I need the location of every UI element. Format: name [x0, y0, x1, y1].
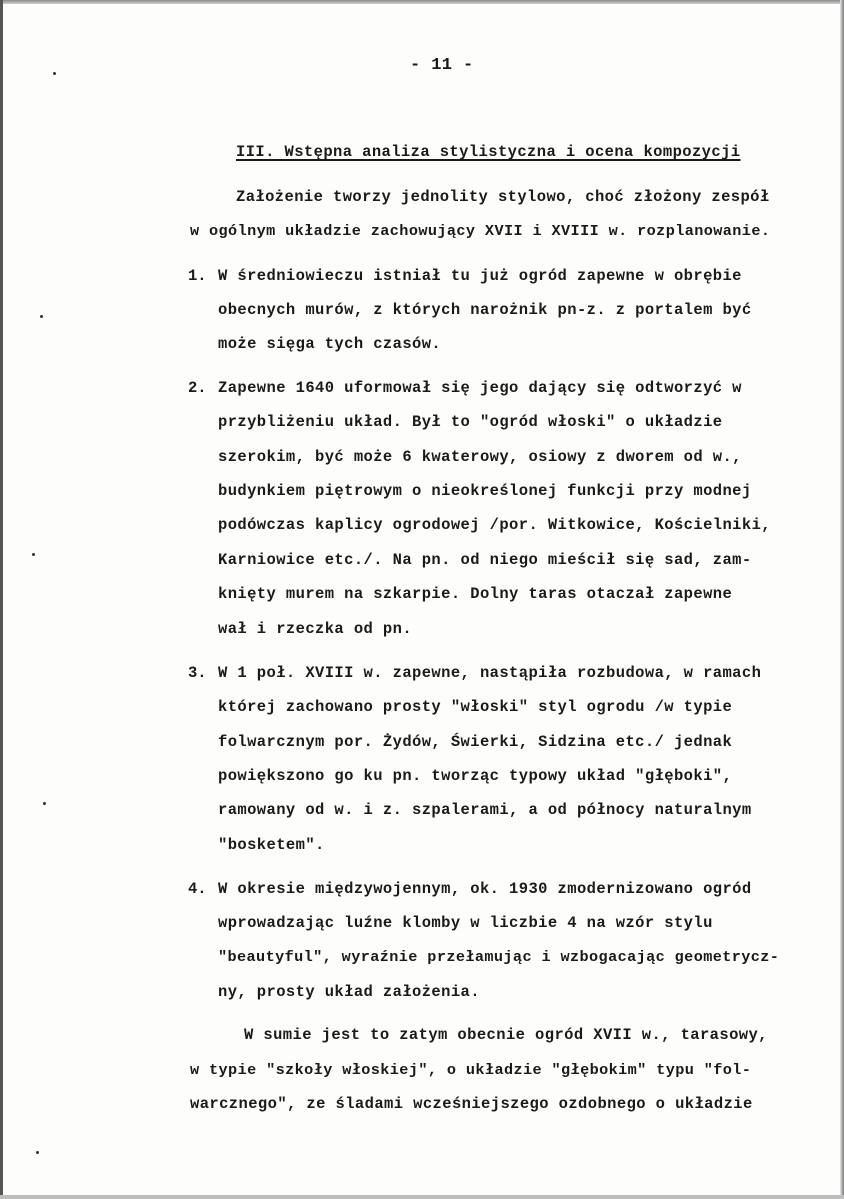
- list-item-line: może sięga tych czasów.: [218, 335, 442, 353]
- list-item-line: Karniowice etc./. Na pn. od niego mieścił się sad, zam-: [218, 551, 752, 569]
- scan-speck: [53, 72, 56, 75]
- scan-edge-left: [0, 0, 3, 1199]
- section-heading: III. Wstępna analiza stylistyczna i ocena kompozycji: [236, 143, 741, 161]
- list-item-line: której zachowano prosty "włoski" styl ogrodu /w typie: [218, 698, 733, 716]
- list-item-line: wał i rzeczka od pn.: [218, 620, 413, 638]
- summary-line: w typie "szkoły włoskiej", o układzie "głębokim" typu "fol-: [190, 1061, 752, 1079]
- list-item-line: "beautyful", wyraźnie przełamując i wzbogacając geometrycz-: [218, 948, 780, 966]
- summary-line: W sumie jest to zatym obecnie ogród XVII w., tarasowy,: [244, 1026, 768, 1044]
- list-item-number: 1.: [188, 267, 207, 285]
- list-item-line: knięty murem na szkarpie. Dolny taras otaczał zapewne: [218, 585, 733, 603]
- list-item-number: 2.: [188, 379, 207, 397]
- scan-edge-bottom: [0, 1195, 844, 1199]
- list-item-line: folwarcznym por. Żydów, Świerki, Sidzina etc./ jednak: [218, 733, 733, 751]
- list-item-line: budynkiem piętrowym o nieokreślonej funkcji przy modnej: [218, 482, 752, 500]
- scan-edge-top: [0, 0, 844, 4]
- list-item-line: szerokim, być może 6 kwaterowy, osiowy z dworem od w.,: [218, 448, 742, 466]
- list-item-line: ramowany od w. i z. szpalerami, a od północy naturalnym: [218, 801, 752, 819]
- scan-speck: [43, 802, 46, 805]
- list-item-line: ny, prosty układ założenia.: [218, 983, 480, 1001]
- list-item-line: wprowadzając luźne klomby w liczbie 4 na wzór stylu: [218, 914, 713, 932]
- list-item-number: 3.: [188, 664, 207, 682]
- intro-line: w ogólnym układzie zachowujący XVII i XVIII w. rozplanowanie.: [190, 222, 771, 240]
- list-item-line: Zapewne 1640 uformował się jego dający się odtworzyć w: [218, 379, 742, 397]
- list-item-line: przybliżeniu układ. Był to "ogród włoski" o układzie: [218, 413, 723, 431]
- scan-speck: [32, 553, 35, 556]
- list-item-line: W 1 poł. XVIII w. zapewne, nastąpiła rozbudowa, w ramach: [218, 664, 762, 682]
- list-item-line: powiększono go ku pn. tworząc typowy układ "głęboki",: [218, 767, 733, 785]
- list-item-number: 4.: [188, 880, 207, 898]
- scan-speck: [36, 1151, 39, 1154]
- page-number: - 11 -: [410, 56, 474, 75]
- scan-speck: [40, 315, 43, 318]
- list-item-line: W średniowieczu istniał tu już ogród zapewne w obrębie: [218, 267, 742, 285]
- scan-edge-right: [840, 0, 844, 1199]
- list-item-line: obecnych murów, z których narożnik pn-z. z portalem być: [218, 301, 752, 319]
- summary-line: warcznego", ze śladami wcześniejszego ozdobnego o układzie: [190, 1095, 753, 1113]
- list-item-line: W okresie międzywojennym, ok. 1930 zmodernizowano ogród: [218, 880, 752, 898]
- list-item-line: podówczas kaplicy ogrodowej /por. Witkowice, Kościelniki,: [218, 516, 771, 534]
- intro-line: Założenie tworzy jednolity stylowo, choć złożony zespół: [236, 188, 770, 206]
- list-item-line: "bosketem".: [218, 836, 325, 854]
